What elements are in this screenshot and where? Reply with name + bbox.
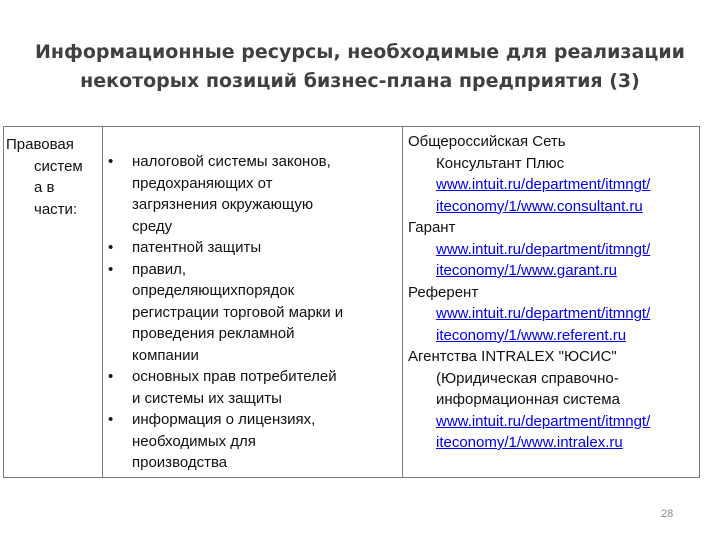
list-item [108,409,398,474]
bullet-icon: • [108,153,114,170]
header-line: части: [34,200,78,218]
item-line: загрязнения окружающую [132,196,314,213]
bullet-icon: • [108,411,114,428]
item-line: патентной защиты [132,239,262,256]
intralex-description: информационная система [436,391,620,408]
slide-title [30,38,690,96]
header-line: а в [34,179,55,196]
list-item [108,366,398,409]
source-name-intralex: Агентства INTRALEX "ЮСИС" [408,348,617,365]
source-name-referent: Референт [408,283,479,301]
referent-link[interactable]: www.intuit.ru/department/itmngt/ [436,305,651,322]
item-line: производства [132,454,228,471]
list-item [108,237,398,259]
bullet-icon: • [108,368,114,385]
item-line: и системы их защиты [132,389,282,407]
title-line-1: Информационные ресурсы, необходимые для реализации [35,41,685,63]
legal-system-header [6,134,98,220]
item-line: правил, [132,260,187,278]
intralex-link[interactable]: www.intuit.ru/department/itmngt/ [436,412,651,430]
item-line: основных прав потребителей [132,368,337,385]
item-line: проведения рекламной [132,325,295,342]
source-name-garant: Гарант [408,219,456,236]
item-line: определяющихпорядок [132,282,295,299]
item-line: среду [132,217,173,235]
intralex-description: (Юридическая справочно- [436,369,619,387]
item-line: необходимых для [132,432,256,450]
bullet-list [108,151,398,474]
item-line: компании [132,346,199,364]
item-line: предохраняющих от [132,174,273,192]
resources-table [3,126,700,478]
title-line-2: некоторых позиций бизнес-плана предприятия (3) [80,70,640,92]
header-line: систем [34,157,83,175]
bullet-icon: • [108,260,114,278]
item-line: регистрации торговой марки и [132,303,344,321]
page-number: 28 [661,508,674,520]
item-line: налоговой системы законов, [132,153,331,170]
bullet-icon: • [108,239,114,256]
source-name-consultant: Консультант Плюс [436,154,565,172]
referent-link[interactable]: iteconomy/1/www.referent.ru [436,326,627,344]
sources-heading: Общероссийская Сеть [408,133,566,150]
consultant-link[interactable]: iteconomy/1/www.consultant.ru [436,197,643,215]
garant-link[interactable]: www.intuit.ru/department/itmngt/ [436,240,651,258]
column-divider-1 [102,127,103,477]
list-item [108,151,398,237]
consultant-link[interactable]: www.intuit.ru/department/itmngt/ [436,176,651,193]
garant-link[interactable]: iteconomy/1/www.garant.ru [436,262,617,279]
intralex-link[interactable]: iteconomy/1/www.intralex.ru [436,434,623,451]
item-line: информация о лицензиях, [132,411,316,428]
sources-column [408,131,698,454]
column-divider-2 [402,127,403,477]
header-line: Правовая [6,136,74,153]
list-item [108,259,398,367]
